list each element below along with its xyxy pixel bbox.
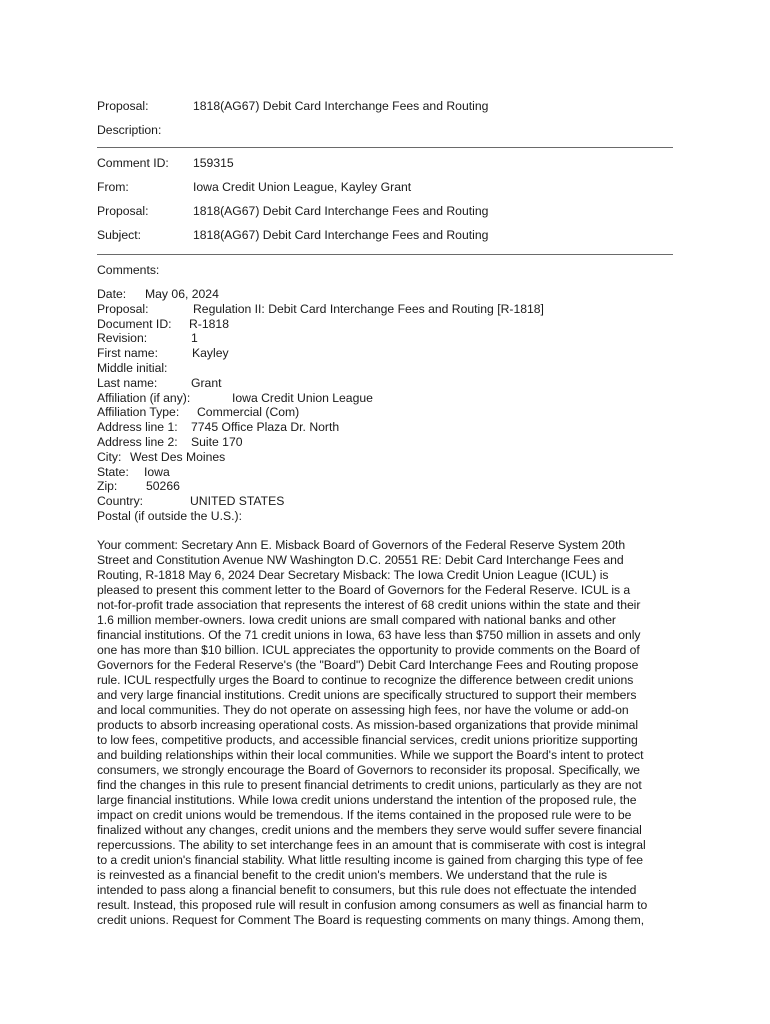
field-label: Country: xyxy=(97,494,144,509)
field-date xyxy=(97,287,673,302)
comment-body-line: credit unions. Request for Comment The Board is requesting comments on many things. Among them, xyxy=(97,912,645,927)
comment-body-line: find the changes in this rule to present financial detriments to credit unions, particularly as they are not xyxy=(97,777,642,792)
comment-document xyxy=(97,99,673,928)
field-value: 1 xyxy=(191,331,198,346)
header-proposal-row xyxy=(97,99,673,123)
field-label: Postal (if outside the U.S.): xyxy=(97,508,242,523)
field-label: Revision: xyxy=(97,331,148,346)
divider-top xyxy=(97,147,673,148)
comment-body-line: to a credit union's financial stability. What little resulting income is gained from charging this type of fee xyxy=(97,852,643,867)
comment-body xyxy=(97,538,673,928)
field-middle-initial xyxy=(97,361,673,376)
meta-proposal-label: Proposal: xyxy=(97,204,149,218)
comment-body-line: Governors for the Federal Reserve's (the "Board") Debit Card Interchange Fees and Routing propose xyxy=(97,657,639,672)
field-label: Middle initial: xyxy=(97,360,168,375)
field-affiliation xyxy=(97,391,673,406)
comment-body-line: Street and Constitution Avenue NW Washington D.C. 20551 RE: Debit Card Interchange Fees and xyxy=(97,552,624,567)
field-label: Proposal: xyxy=(97,301,149,316)
field-label: Affiliation (if any): xyxy=(97,390,191,405)
comment-body-line: repercussions. The ability to set interchange fees in an amount that is commiserate with cost is integral xyxy=(97,837,646,852)
field-affiliation-type xyxy=(97,405,673,420)
comment-body-line: large financial institutions. While Iowa credit unions understand the intention of the proposed rule, the xyxy=(97,792,637,807)
meta-from-row xyxy=(97,180,673,204)
meta-subject-label: Subject: xyxy=(97,228,142,242)
comment-body-line: intended to pass along a financial benefit to consumers, but this rule does not effectuate the intended xyxy=(97,882,637,897)
comment-meta xyxy=(97,156,673,252)
comment-body-line: products to absorb increasing operational costs. As mission-based organizations that provide minimal xyxy=(97,717,639,732)
comment-body-line: result. Instead, this proposed rule will result in confusion among consumers as well as financial harm to xyxy=(97,897,648,912)
field-address-line-1 xyxy=(97,420,673,435)
field-value: 7745 Office Plaza Dr. North xyxy=(191,420,340,435)
meta-from-value: Iowa Credit Union League, Kayley Grant xyxy=(193,180,412,194)
field-country xyxy=(97,494,673,509)
field-value: Kayley xyxy=(192,346,229,361)
meta-comment-id-value: 159315 xyxy=(193,156,234,170)
field-value: 50266 xyxy=(146,479,180,494)
field-last-name xyxy=(97,376,673,391)
field-city xyxy=(97,450,673,465)
header-proposal-label: Proposal: xyxy=(97,99,149,113)
comment-body-line: and local communities. They do not operate on assessing high fees, nor have the volume or add-on xyxy=(97,702,629,717)
comments-label: Comments: xyxy=(97,263,160,277)
comment-body-line: financial institutions. Of the 71 credit unions in Iowa, 63 have less than $750 million in assets and only xyxy=(97,627,641,642)
meta-subject-value: 1818(AG67) Debit Card Interchange Fees and Routing xyxy=(193,228,489,242)
field-value: May 06, 2024 xyxy=(145,287,219,301)
field-value: Iowa Credit Union League xyxy=(232,390,373,405)
comment-body-line: 1.6 million member-owners. Iowa credit unions are small compared with national banks and other xyxy=(97,612,616,627)
field-value: Commercial (Com) xyxy=(197,405,300,420)
field-revision xyxy=(97,331,673,346)
header-description-row xyxy=(97,123,673,145)
meta-proposal-value: 1818(AG67) Debit Card Interchange Fees and Routing xyxy=(193,204,489,218)
meta-comment-id-label: Comment ID: xyxy=(97,156,169,170)
field-label: Date: xyxy=(97,287,127,301)
field-label: Zip: xyxy=(97,479,118,494)
field-state xyxy=(97,465,673,480)
field-value: Regulation II: Debit Card Interchange Fees and Routing [R-1818] xyxy=(193,301,544,316)
comment-body-line: one has more than $10 billion. ICUL appreciates the opportunity to provide comments on the Board of xyxy=(97,642,640,657)
comment-body-line: Routing, R-1818 May 6, 2024 Dear Secretary Misback: The Iowa Credit Union League (ICUL) is xyxy=(97,567,609,582)
field-document-id xyxy=(97,317,673,332)
field-value: UNITED STATES xyxy=(190,494,285,509)
field-zip xyxy=(97,479,673,494)
comment-body-line: finalized without any changes, credit unions and the members they serve would suffer severe financial xyxy=(97,822,642,837)
field-label: Affiliation Type: xyxy=(97,405,180,420)
comment-body-line: consumers, we strongly encourage the Board of Governors to reconsider its proposal. Specifically, we xyxy=(97,762,640,777)
meta-comment-id-row xyxy=(97,156,673,180)
header-description-label: Description: xyxy=(97,123,162,137)
comment-body-line: and very large financial institutions. Credit unions are specifically structured to support their members xyxy=(97,687,637,702)
field-label: Document ID: xyxy=(97,316,172,331)
field-first-name xyxy=(97,346,673,361)
field-postal xyxy=(97,509,673,524)
meta-proposal-row xyxy=(97,204,673,228)
header-proposal-value: 1818(AG67) Debit Card Interchange Fees and Routing xyxy=(193,99,489,113)
field-value: R-1818 xyxy=(189,316,229,331)
field-address-line-2 xyxy=(97,435,673,450)
field-label: City: xyxy=(97,449,122,464)
field-label: First name: xyxy=(97,346,158,361)
field-proposal xyxy=(97,302,673,317)
comment-body-line: to low fees, competitive products, and accessible financial services, credit unions prioritize supporting xyxy=(97,732,638,747)
divider-bottom xyxy=(97,254,673,255)
comment-body-line: rule. ICUL respectfully urges the Board to continue to recognize the difference between credit unions xyxy=(97,672,634,687)
field-value: Iowa xyxy=(144,464,170,479)
field-label: Address line 1: xyxy=(97,420,178,435)
meta-subject-row xyxy=(97,228,673,252)
field-value: West Des Moines xyxy=(130,449,226,464)
field-label: State: xyxy=(97,464,129,479)
field-label: Last name: xyxy=(97,375,158,390)
comment-body-line: not-for-profit trade association that represents the interest of 68 credit unions within the state and their xyxy=(97,597,641,612)
field-value: Suite 170 xyxy=(191,434,243,449)
comment-body-line: and building relationships within their local communities. While we support the Board's intent to protect xyxy=(97,747,644,762)
field-label: Address line 2: xyxy=(97,434,178,449)
field-value: Grant xyxy=(191,375,222,390)
comment-body-line: impact on credit unions would be tremendous. If the items contained in the proposed rule were to be xyxy=(97,807,632,822)
comment-body-line: is reinvested as a financial benefit to the credit union's members. We understand that the rule is xyxy=(97,867,608,882)
meta-from-label: From: xyxy=(97,180,129,194)
submission-fields xyxy=(97,287,673,524)
comment-body-line: pleased to present this comment letter to the Board of Governors for the Federal Reserve. ICUL is a xyxy=(97,582,631,597)
comment-body-line: Your comment: Secretary Ann E. Misback Board of Governors of the Federal Reserve System 20th xyxy=(97,537,626,552)
